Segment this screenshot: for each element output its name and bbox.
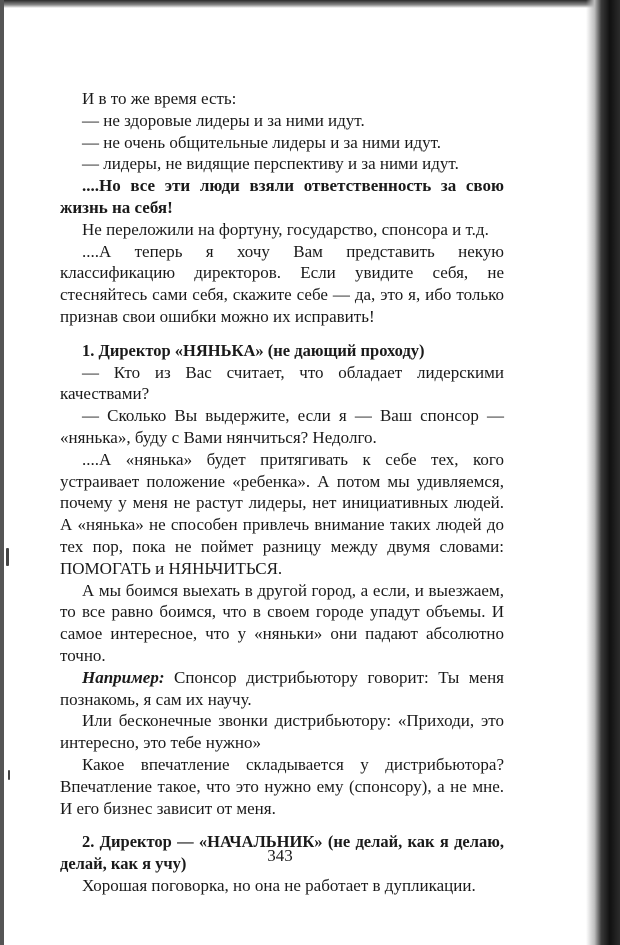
paragraph: — не очень общительные лидеры и за ними идут. <box>82 132 442 152</box>
paragraph: — лидеры, не видящие перспективу и за ними идут. <box>82 154 459 174</box>
paragraph: — Сколько Вы выдержите, если я — Ваш спонсор — «нянька», буду с Вами нянчиться? Недолго. <box>60 406 504 447</box>
scan-left-edge <box>0 0 4 945</box>
paragraph: Хорошая поговорка, но она не работает в дупликации. <box>82 875 476 895</box>
paragraph: А мы боимся выехать в другой город, а если, и выезжаем, то все равно боимся, что в своем городе упадут объемы. И самое интересное, что у «няньки» они падают абсолютно точно. <box>60 580 504 665</box>
paragraph: Какое впечатление складывается у дистрибьютора? Впечатление такое, что это нужно ему (спонсору), а не мне. И его бизнес зависит от меня. <box>60 754 504 818</box>
scan-speck <box>8 770 10 780</box>
paragraph: ....А «нянька» будет притягивать к себе тех, кого устраивает положение «ребенка». А потом мы удивляемся, почему у меня не растут лидеры, нет инициативных людей. А «нянька» не способен привлечь внимание таких людей до тех пор, пока не поймет разницу между двумя словами: ПОМОГАТЬ и НЯНЬЧИТЬСЯ. <box>60 449 504 578</box>
example-lead: Например: <box>82 667 165 687</box>
paragraph-example <box>60 667 504 711</box>
paragraph: Не переложили на фортуну, государство, спонсора и т.д. <box>82 219 489 239</box>
paragraph: И в то же время есть: <box>82 89 237 108</box>
paragraph: — не здоровые лидеры и за ними идут. <box>82 110 365 130</box>
page-body <box>60 88 504 897</box>
paragraph: — Кто из Вас считает, что обладает лидерскими качествами? <box>60 362 504 404</box>
example-text: Спонсор дистрибьютору говорит: Ты меня познакомь, я сам их научу. <box>60 667 504 709</box>
section-heading-nyanka: 1. Директор «НЯНЬКА» (не дающий проходу) <box>82 340 425 360</box>
paragraph: Или бесконечные звонки дистрибьютору: «Приходи, это интересно, это тебе нужно» <box>60 711 504 753</box>
section-heading-nachalnik: 2. Директор — «НАЧАЛЬНИК» (не делай, как я делаю, делай, как я учу) <box>60 832 504 874</box>
paragraph-bold: ....Но все эти люди взяли ответственность за свою жизнь на себя! <box>60 176 504 217</box>
scan-right-edge <box>586 0 620 945</box>
scan-top-edge <box>0 0 620 8</box>
page-number: 343 <box>267 846 293 865</box>
scan-speck <box>6 548 9 566</box>
paragraph: ....А теперь я хочу Вам представить некую классификацию директоров. Если увидите себя, не стесняйтесь сами себя, скажите себе — да, это я, ибо только признав свои ошибки можно их исправить! <box>60 241 504 326</box>
